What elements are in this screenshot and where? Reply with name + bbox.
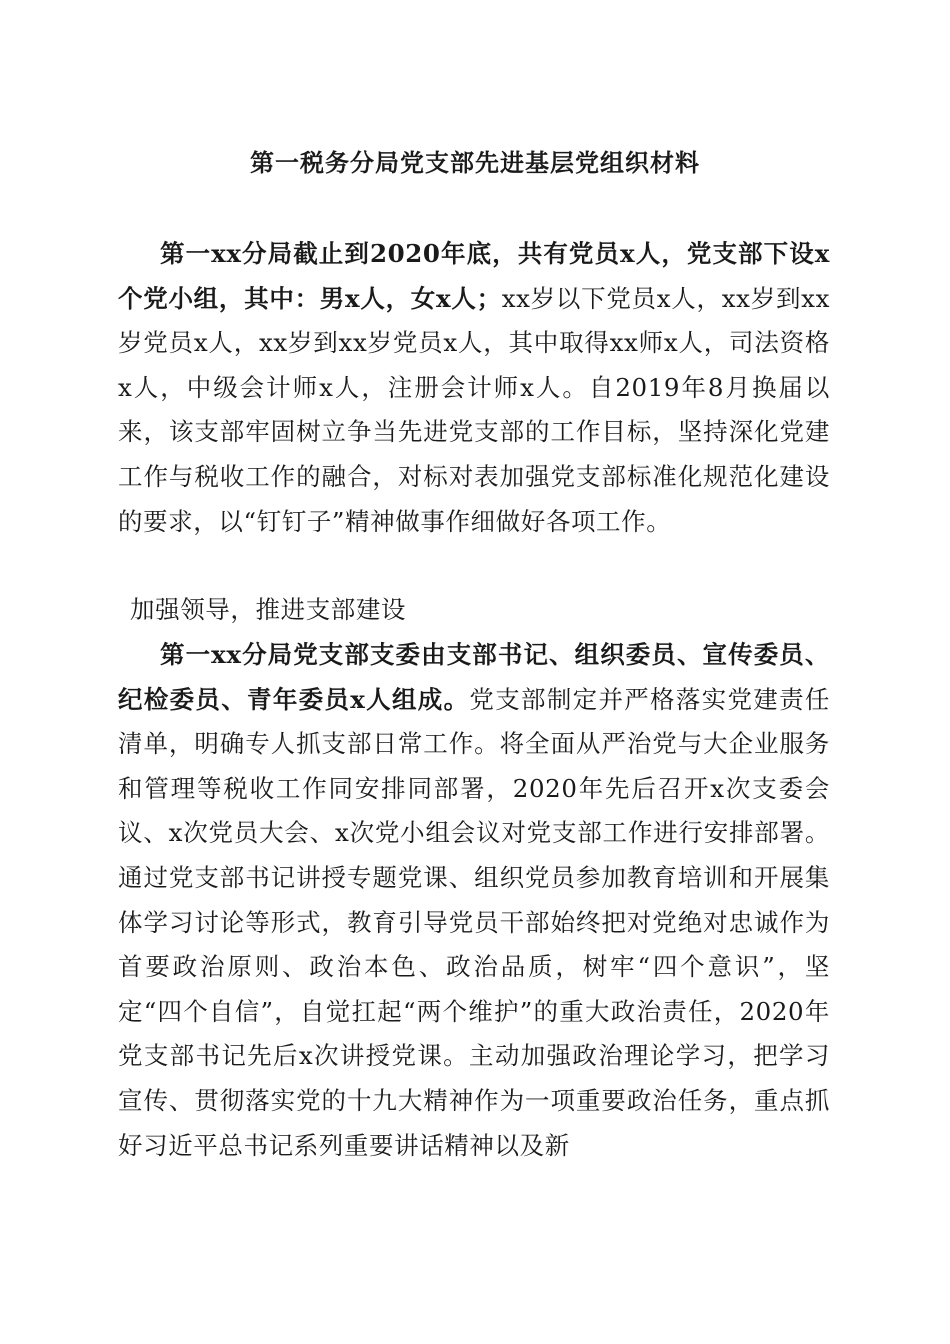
paragraph-lead-text: 第一xx分局党支部支委由支部书记、组织委员、宣传委员、纪检委员、青年委员x人组成。 [118,640,830,714]
paragraph-branch-leadership [118,633,830,1168]
paragraph-body-text: 党支部制定并严格落实党建责任清单，明确专人抓支部日常工作。将全面从严治党与大企业服务和管理等税收工作同安排同部署，2020年先后召开x次支委会议、x次党员大会、x次党小组会议对党支部工作进行安排部署。通过党支部书记讲授专题党课、组织党员参加教育培训和开展集体学习讨论等形式，教育引导党员干部始终把对党绝对忠诚作为首要政治原则、政治本色、政治品质，树牢“四个意识”，坚定“四个自信”，自觉扛起“两个维护”的重大政治责任，2020年党支部书记先后x次讲授党课。主动加强政治理论学习，把学习宣传、贯彻落实党的十九大精神作为一项重要政治任务，重点抓好习近平总书记系列重要讲话精神以及新 [118,684,830,1160]
paragraph-body-text: xx岁以下党员x人，xx岁到xx岁党员x人，xx岁到xx岁党员x人，其中取得xx师x人，司法资格x人，中级会计师x人，注册会计师x人。自2019年8月换届以来，该支部牢固树立争当先进党支部的工作目标，坚持深化党建工作与税收工作的融合，对标对表加强党支部标准化规范化建设的要求，以“钉钉子”精神做事作细做好各项工作。 [118,283,830,536]
paragraph-membership-overview [118,232,830,544]
section-heading: 加强领导，推进支部建设 [130,595,407,624]
paragraph-lead-text: 第一xx分局截止到2020年底，共有党员x人，党支部下设x个党小组，其中：男x人，女x人； [118,239,830,313]
document-title: 第一税务分局党支部先进基层党组织材料 [250,148,700,177]
